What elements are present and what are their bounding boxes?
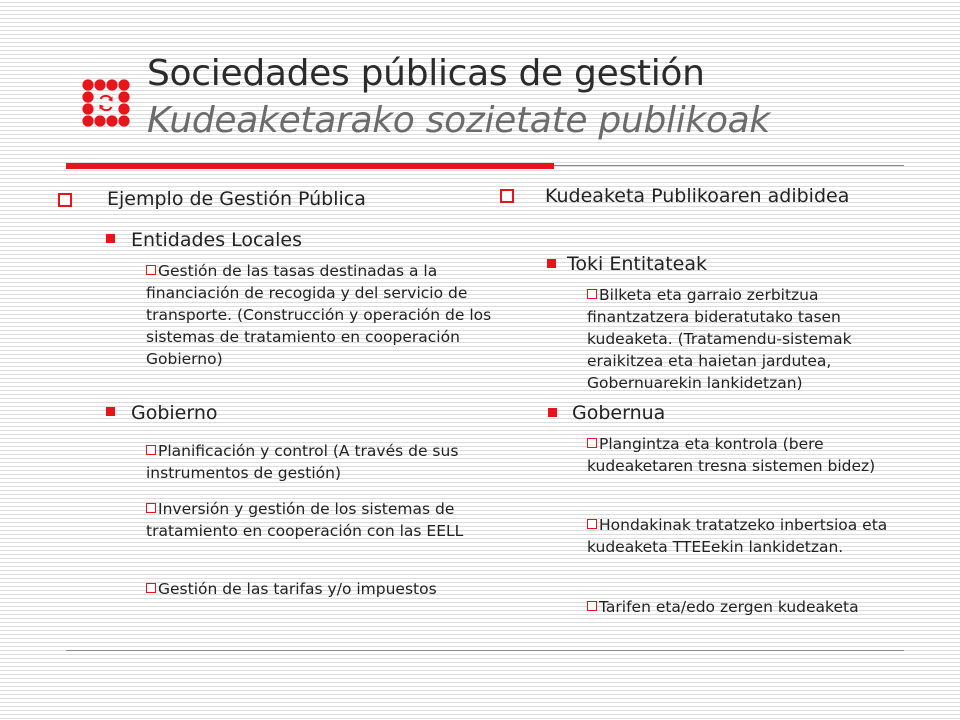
- small-hollow-square-bullet-icon: [146, 265, 156, 275]
- filled-square-bullet-icon: [548, 408, 557, 417]
- section-label: Gobierno: [131, 402, 218, 424]
- item-text: Gestión de las tarifas y/o impuestos: [158, 580, 437, 598]
- right-item-bilketa: [587, 284, 907, 394]
- filled-square-bullet-icon: [106, 407, 115, 416]
- title-subtitle: Kudeaketarako sozietate publikoak: [147, 100, 770, 141]
- small-hollow-square-bullet-icon: [146, 583, 156, 593]
- left-item-tasas: [146, 260, 498, 370]
- right-section-gobernua: [572, 401, 912, 425]
- item-text: Hondakinak tratatzeko inbertsioa eta kudeaketa TTEEekin lankidetzan.: [587, 516, 888, 556]
- small-hollow-square-bullet-icon: [587, 519, 597, 529]
- left-heading-text: Ejemplo de Gestión Pública: [107, 188, 366, 210]
- hollow-square-bullet-icon: [58, 193, 72, 207]
- right-item-hondakinak: [587, 514, 907, 558]
- item-text: Bilketa eta garraio zerbitzua finantzatzera bideratutako tasen kudeaketa. (Tratamendu-sistemak eraikitzea eta haietan jardutea, Gobernuarekin lankidetzan): [587, 286, 852, 392]
- right-section-toki: [567, 252, 907, 276]
- item-text: Plangintza eta kontrola (bere kudeaketaren tresna sistemen bidez): [587, 435, 876, 475]
- small-hollow-square-bullet-icon: [587, 601, 597, 611]
- section-label: Toki Entitateak: [567, 253, 707, 275]
- item-text: Planificación y control (A través de sus instrumentos de gestión): [146, 442, 459, 482]
- left-section-entidades: [131, 228, 491, 252]
- right-item-plangintza: [587, 433, 907, 477]
- right-item-tarifen: [587, 596, 907, 618]
- section-label: Gobernua: [572, 402, 666, 424]
- small-hollow-square-bullet-icon: [587, 438, 597, 448]
- title-divider: [554, 165, 904, 166]
- small-hollow-square-bullet-icon: [146, 503, 156, 513]
- section-label: Entidades Locales: [131, 229, 302, 251]
- item-text: Gestión de las tasas destinadas a la financiación de recogida y del servicio de transporte. (Construcción y operación de los sistemas de tratamiento en cooperación Gobierno): [146, 262, 492, 368]
- title-main: Sociedades públicas de gestión: [147, 53, 705, 94]
- left-item-inversion: [146, 498, 498, 542]
- right-heading-text: Kudeaketa Publikoaren adibidea: [545, 185, 850, 207]
- right-heading: [545, 183, 885, 209]
- small-hollow-square-bullet-icon: [146, 445, 156, 455]
- left-item-tarifas: [146, 578, 498, 600]
- red-dot-grid-logo-icon: [81, 78, 131, 128]
- title-accent-bar: [66, 163, 554, 169]
- left-item-planificacion: [146, 440, 498, 484]
- hollow-square-bullet-icon: [500, 189, 514, 203]
- left-section-gobierno: [131, 401, 491, 425]
- slide-title: [147, 50, 937, 144]
- filled-square-bullet-icon: [106, 234, 115, 243]
- item-text: Tarifen eta/edo zergen kudeaketa: [599, 598, 859, 616]
- left-heading: [107, 187, 467, 212]
- filled-square-bullet-icon: [547, 259, 556, 268]
- footer-divider: [66, 650, 904, 651]
- small-hollow-square-bullet-icon: [587, 289, 597, 299]
- item-text: Inversión y gestión de los sistemas de tratamiento en cooperación con las EELL: [146, 500, 464, 540]
